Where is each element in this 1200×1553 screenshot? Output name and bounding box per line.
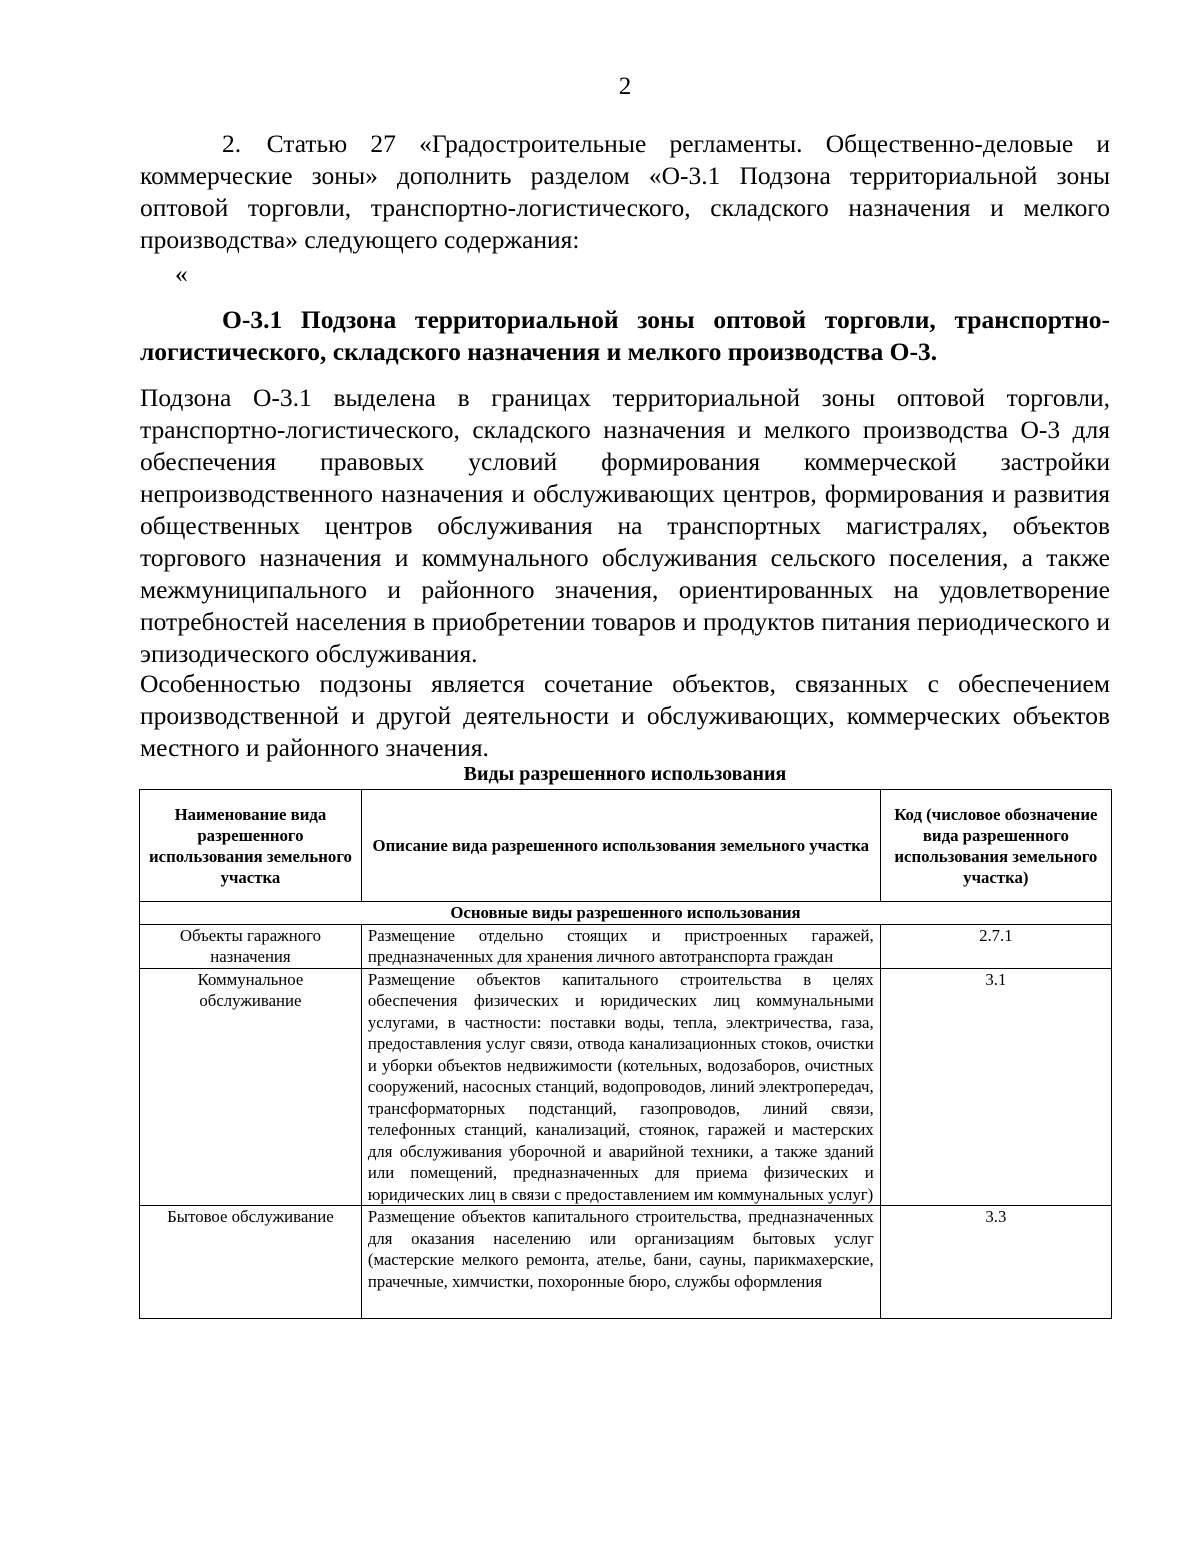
section-heading: О-3.1 Подзона территориальной зоны оптовой торговли, транспортно-логистического, складского назначения и мелкого производства О-3. [140, 305, 1110, 366]
use-code-cell: 3.1 [880, 968, 1111, 1206]
use-description-cell: Размещение объектов капитального строительства в целях обеспечения физических и юридических лиц коммунальными услугами, в частности: поставки воды, тепла, электричества, газа, предоставления услуг связи, отвода канализационных стоков, очистки и уборки объектов недвижимости (котельных, водозаборов, очистных сооружений, насосных станций, водопроводов, линий электропередач, трансформаторных подстанций, газопроводов, линий связи, телефонных станций, канализаций, стоянок, гаражей и мастерских для обслуживания уборочной и аварийной техники, а также зданий или помещений, предназначенных для приема физических и юридических лиц в связи с предоставлением им коммунальных услуг) [361, 968, 880, 1206]
use-description-cell: Размещение отдельно стоящих и пристроенных гаражей, предназначенных для хранения личного автотранспорта граждан [361, 924, 880, 968]
intro-paragraph: 2. Статью 27 «Градостроительные регламенты. Общественно-деловые и коммерческие зоны» дополнить разделом «О-3.1 Подзона территориальной зоны оптовой торговли, транспортно-логистического, складского назначения и мелкого производства» следующего содержания: [140, 129, 1110, 254]
page-number: 2 [618, 73, 632, 100]
use-name-cell: Бытовое обслуживание [140, 1206, 362, 1319]
zone-description-paragraph: Подзона О-3.1 выделена в границах территориальной зоны оптовой торговли, транспортно-логистического, складского назначения и мелкого производства О-3 для обеспечения правовых условий формирования коммерческой застройки непроизводственного назначения и обслуживающих центров, формирования и развития общественных центров обслуживания на транспортных магистралях, объектов торгового назначения и коммунального обслуживания сельского поселения, а также межмуниципального и районного значения, ориентированных на удовлетворение потребностей населения в приобретении товаров и продуктов питания периодического и эпизодического обслуживания. [140, 383, 1110, 668]
table-caption: Виды разрешенного использования [463, 763, 787, 785]
use-name-cell: Коммунальное обслуживание [140, 968, 362, 1206]
use-code-cell: 2.7.1 [880, 924, 1111, 968]
header-use-name: Наименование вида разрешенного использования земельного участка [140, 790, 362, 902]
table-row [140, 968, 1112, 1206]
table-row [140, 924, 1112, 968]
use-name-cell: Объекты гаражного назначения [140, 924, 362, 968]
zone-feature-paragraph: Особенностью подзоны является сочетание объектов, связанных с обеспечением производственной и другой деятельности и обслуживающих, коммерческих объектов местного и районного значения. [140, 669, 1110, 762]
header-use-description: Описание вида разрешенного использования земельного участка [361, 790, 880, 902]
use-code-cell: 3.3 [880, 1206, 1111, 1319]
permitted-use-table [139, 789, 1112, 1319]
table-section-row [140, 902, 1112, 925]
use-description-cell: Размещение объектов капитального строительства, предназначенных для оказания населению или организациям бытовых услуг (мастерские мелкого ремонта, ателье, бани, сауны, парикмахерские, прачечные, химчистки, похоронные бюро, службы оформления [367, 1207, 874, 1291]
opening-quote-mark: « [175, 259, 188, 288]
header-use-code: Код (числовое обозначение вида разрешенного использования земельного участка) [880, 790, 1111, 902]
use-description-cell-wrapper [361, 1206, 880, 1319]
table-header-row [140, 790, 1112, 902]
table-row [140, 1206, 1112, 1319]
section-label-main-uses: Основные виды разрешенного использования [140, 902, 1112, 925]
